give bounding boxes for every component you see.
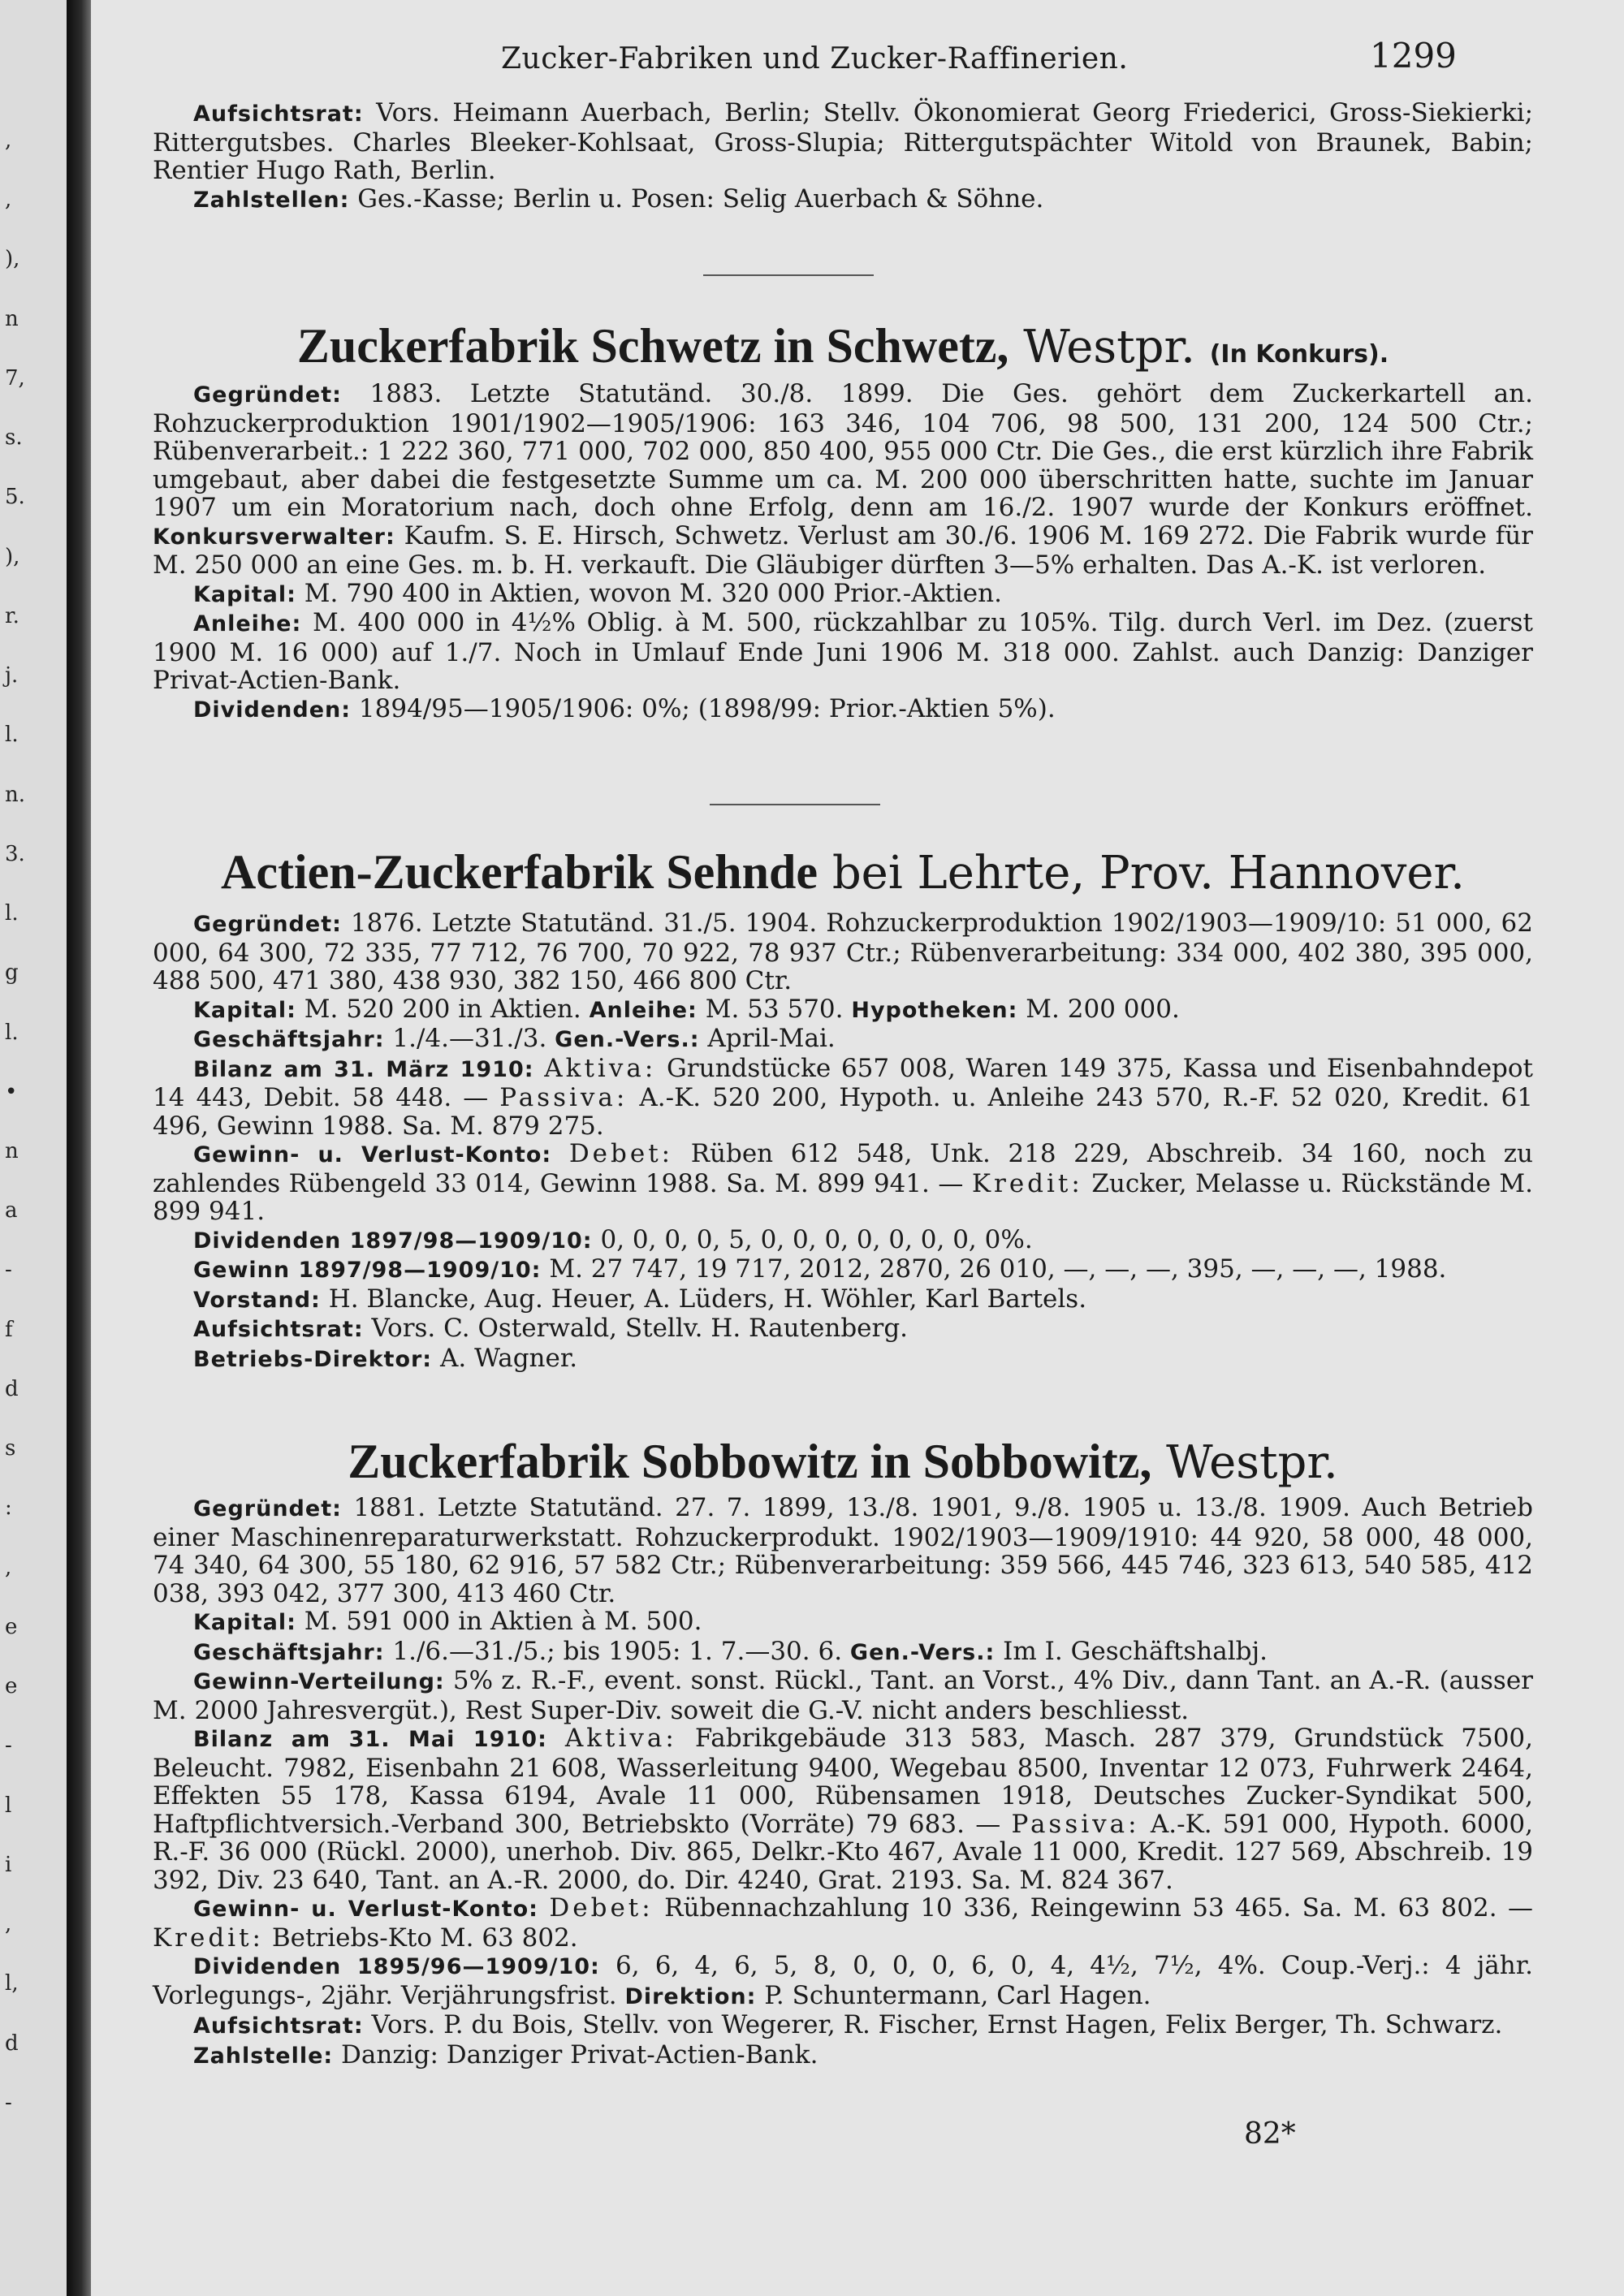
margin-fragment: r. [5, 604, 19, 628]
gen-vers-text: April-Mai. [707, 1024, 836, 1053]
label-gegruendet: Gegründet: [193, 382, 342, 408]
margin-fragment: l. [5, 1021, 19, 1045]
margin-fragment: : [5, 1495, 12, 1520]
margin-fragment: d [5, 2031, 19, 2056]
aufsichtsrat-text: Vors. Heimann Auerbach, Berlin; Stellv. Ökonomierat Georg Friederici, Gross-Siekierki; Rittergutsbes. Charles Bleeker-Kohlsaat, Gross-Slupia; Rittergutspächter Witold von Braunek, Babin; Rentier Hugo Rath, Berlin. [153, 98, 1534, 185]
dividenden-text: 1894/95—1905/1906: 0%; (1898/99: Prior.-Aktien 5%). [358, 693, 1056, 723]
passiva-text: A.-K. 591 000, Hypoth. 6000, R.-F. 36 000 (Rückl. 2000), unerhob. Div. 865, Delkr.-Kto 467, Avale 11 000, Kredit. 127 569, Abschreib. 19 392, Div. 23 640, Tant. an A.-R. 2000, do. Dir. 4240, Grat. 2193. Sa. M. 824 367. [153, 1809, 1533, 1895]
gegruendet-text: 1876. Letzte Statutänd. 31./5. 1904. Rohzuckerproduktion 1902/1903—1909/10: 51 000, 62 000, 64 300, 72 335, 77 712, 76 700, 70 922, 78 937 Ctr.; Rübenverarbeitung: 334 000, 402 380, 395 000, 488 500, 471 380, 438 930, 382 150, 466 800 Ctr. [153, 908, 1533, 995]
book-page [91, 0, 1624, 2296]
adjacent-page-strip [0, 0, 67, 2296]
title-main: Actien-Zuckerfabrik Sehnde [221, 845, 818, 899]
label-gewinn-verlust: Gewinn- u. Verlust-Konto: [193, 1142, 552, 1167]
aktiva-text: Fabrikgebäude 313 583, Masch. 287 379, Grundstück 7500, Beleucht. 7982, Eisenbahn 21 608, Wasserleitung 9400, Wegebau 8500, Inventar 12 073, Fuhrwerk 2464, Effekten 55 178, Kassa 6194, Avale 11 000, Rübensamen 1918, Deutsches Zucker-Syndikat 500, Haftpflichtversich.-Verband 300, Betriebskto (Vorräte) 79 683. — [153, 1724, 1533, 1839]
margin-fragment: , [5, 128, 12, 153]
label-geschaeftsjahr: Geschäftsjahr: [193, 1027, 385, 1052]
margin-fragment: - [5, 1258, 12, 1282]
passiva-label: Passiva: [499, 1083, 628, 1112]
label-gegruendet: Gegründet: [193, 912, 342, 937]
kapital-text: M. 591 000 in Aktien à M. 500. [304, 1607, 702, 1636]
dividenden-text: 0, 0, 0, 0, 5, 0, 0, 0, 0, 0, 0, 0, 0%. [600, 1224, 1033, 1254]
signature-mark: 82* [1244, 2117, 1296, 2151]
label-geschaeftsjahr: Geschäftsjahr: [193, 1639, 385, 1665]
anleihe-text: M. 400 000 in 4½% Oblig. à M. 500, rückzahlbar zu 105%. Tilg. durch Verl. im Dez. (zuerst 1900 M. 16 000) auf 1./7. Noch in Umlauf Ende Juni 1906 M. 318 000. Zahlst. auch Danzig: Danziger Privat-Actien-Bank. [153, 608, 1534, 695]
dividenden-text: 6, 6, 4, 6, 5, 8, 0, 0, 0, 6, 0, 4, 4½, 7½, 4%. Coup.-Verj.: 4 jähr. Vorlegungs-, 2jähr. Verjährungsfrist. [153, 1951, 1534, 2010]
debet-label: Debet: [549, 1893, 654, 1923]
margin-fragment: e [5, 1674, 18, 1698]
title-main: Zuckerfabrik Schwetz in Schwetz, [296, 319, 1009, 373]
geschaeftsjahr-text: 1./4.—31./3. [392, 1024, 547, 1053]
margin-fragment: n. [5, 783, 26, 807]
running-title: Zucker-Fabriken und Zucker-Raffinerien. [501, 42, 1129, 76]
book-gutter [67, 0, 91, 2296]
entry-body-sehnde [153, 909, 1533, 1374]
entry-continuation [153, 99, 1533, 214]
kapital-text: M. 520 200 in Aktien. [304, 994, 581, 1024]
section-divider [703, 274, 874, 276]
margin-fragment: ), [5, 545, 20, 569]
kredit-text: Zucker, Melasse u. Rückstände M. 899 941. [153, 1168, 1534, 1226]
kapital-text: M. 790 400 in Aktien, wovon M. 320 000 Prior.-Aktien. [304, 578, 1002, 608]
label-zahlstellen: Zahlstellen: [193, 187, 350, 213]
gewinn-text: M. 27 747, 19 717, 2012, 2870, 26 010, —, —, —, 395, —, —, —, 1988. [549, 1254, 1447, 1284]
label-anleihe: Anleihe: [193, 611, 302, 637]
debet-text: Rübennachzahlung 10 336, Reingewinn 53 465. Sa. M. 63 802. — [664, 1893, 1534, 1923]
zahlstellen-text: Ges.-Kasse; Berlin u. Posen: Selig Auerbach & Söhne. [357, 183, 1044, 214]
margin-fragment: g [5, 960, 19, 985]
title-place: Westpr. [1023, 321, 1195, 373]
label-hypotheken: Hypotheken: [851, 997, 1018, 1023]
label-betriebs-direktor: Betriebs-Direktor: [193, 1346, 433, 1372]
entry-title-sehnde [153, 844, 1533, 900]
label-zahlstelle: Zahlstelle: [193, 2043, 334, 2069]
label-dividenden: Dividenden 1895/96—1909/10: [193, 1954, 600, 1979]
kredit-text: Betriebs-Kto M. 63 802. [271, 1923, 578, 1953]
label-gegruendet: Gegründet: [193, 1496, 342, 1521]
page-number: 1299 [1370, 36, 1457, 76]
title-main: Zuckerfabrik Sobbowitz in Sobbowitz, [348, 1435, 1152, 1488]
label-kapital: Kapital: [193, 1610, 296, 1635]
margin-fragment: , [5, 1556, 12, 1580]
title-rest: bei Lehrte, Prov. Hannover. [831, 847, 1465, 900]
entry-title-schwetz [153, 318, 1533, 374]
label-konkursverwalter: Konkursverwalter: [153, 524, 395, 550]
label-vorstand: Vorstand: [193, 1287, 321, 1313]
anleihe-text: M. 53 570. [705, 994, 844, 1024]
label-aufsichtsrat: Aufsichtsrat: [193, 101, 364, 127]
gewinn-verteilung-text: 5% z. R.-F., event. sonst. Rückl., Tant. an Vorst., 4% Div., dann Tant. an A.-R. (ausser M. 2000 Jahresvergüt.), Rest Super-Div. soweit die G.-V. nicht anders beschliesst. [153, 1666, 1534, 1725]
gen-vers-text: Im I. Geschäftshalbj. [1003, 1636, 1268, 1666]
aufsichtsrat-text: Vors. P. du Bois, Stellv. von Wegerer, R. Fischer, Ernst Hagen, Felix Berger, Th. Schwarz. [371, 2010, 1503, 2039]
label-gewinn: Gewinn 1897/98—1909/10: [193, 1258, 542, 1283]
margin-fragment: ), [5, 247, 20, 271]
margin-fragment: e [5, 1615, 18, 1639]
margin-fragment: i [5, 1853, 12, 1877]
gegruendet-text: 1881. Letzte Statutänd. 27. 7. 1899, 13./8. 1901, 9./8. 1905 u. 13./8. 1909. Auch Betrieb einer Maschinenreparaturwerkstatt. Rohzuckerprodukt. 1902/1903—1909/1910: 44 920, 58 000, 48 000, 74 340, 64 300, 55 180, 62 916, 57 582 Ctr.; Rübenverarbeitung: 359 566, 445 746, 323 613, 540 585, 412 038, 393 042, 377 300, 413 460 Ctr. [153, 1493, 1533, 1608]
zahlstelle-text: Danzig: Danziger Privat-Actien-Bank. [341, 2039, 818, 2069]
aufsichtsrat-text: Vors. C. Osterwald, Stellv. H. Rautenberg. [371, 1314, 909, 1343]
margin-fragment: , [5, 1912, 12, 1936]
label-gen-vers: Gen.-Vers.: [849, 1639, 996, 1665]
label-bilanz: Bilanz am 31. Mai 1910: [193, 1727, 547, 1752]
margin-fragment: n [5, 307, 19, 331]
margin-fragment: l [5, 1793, 12, 1818]
margin-fragment: n [5, 1139, 19, 1163]
direktion-text: P. Schuntermann, Carl Hagen. [764, 1980, 1151, 2010]
passiva-label: Passiva: [1011, 1809, 1140, 1839]
label-aufsichtsrat: Aufsichtsrat: [193, 2013, 364, 2039]
margin-fragment: a [5, 1198, 18, 1223]
label-gewinn-verteilung: Gewinn-Verteilung: [193, 1669, 445, 1694]
aktiva-label: Aktiva: [564, 1724, 677, 1753]
passiva-text: A.-K. 520 200, Hypoth. u. Anleihe 243 570, R.-F. 52 020, Kredit. 61 496, Gewinn 1988. Sa. M. 879 275. [153, 1083, 1534, 1141]
entry-body-schwetz [153, 380, 1533, 724]
betriebs-direktor-text: A. Wagner. [439, 1343, 578, 1373]
title-note: (In Konkurs). [1209, 340, 1389, 369]
vorstand-text: H. Blancke, Aug. Heuer, A. Lüders, H. Wöhler, Karl Bartels. [328, 1284, 1087, 1314]
entry-body-sobbowitz [153, 1494, 1533, 2070]
debet-label: Debet: [568, 1139, 674, 1168]
label-gewinn-verlust: Gewinn- u. Verlust-Konto: [193, 1897, 538, 1922]
margin-fragment: f [5, 1318, 13, 1342]
label-kapital: Kapital: [193, 997, 296, 1023]
kredit-label: Kredit: [153, 1923, 264, 1953]
margin-fragment: 7, [5, 366, 25, 391]
hypotheken-text: M. 200 000. [1026, 994, 1180, 1024]
konkursverwalter-text: Kaufm. S. E. Hirsch, Schwetz. Verlust am 30./6. 1906 M. 169 272. Die Fabrik wurde für M. 250 000 an eine Ges. m. b. H. verkauft. Die Gläubiger dürften 3—5% erhalten. Das A.-K. ist verloren. [153, 520, 1533, 580]
margin-fragment: • [5, 1080, 18, 1104]
title-place: Westpr. [1166, 1436, 1338, 1489]
label-dividenden: Dividenden: [193, 697, 352, 723]
margin-fragment: l. [5, 723, 19, 747]
label-aufsichtsrat: Aufsichtsrat: [193, 1317, 364, 1342]
gegruendet-text: 1883. Letzte Statutänd. 30./8. 1899. Die Ges. gehört dem Zuckerkartell an. Rohzuckerproduktion 1901/1902—1905/1906: 163 346, 104 706, 98 500, 131 200, 124 500 Ctr.; Rübenverarbeit.: 1 222 360, 771 000, 702 000, 850 400, 955 000 Ctr. Die Ges., die erst kürzlich ihre Fabrik umgebaut, aber dabei die festgesetzte Summe um ca. M. 200 000 überschritten hatte, suchte im Januar 1907 um ein Moratorium nach, doch ohne Erfolg, denn am 16./2. 1907 wurde der Konkurs eröffnet. [153, 379, 1533, 522]
geschaeftsjahr-text: 1./6.—31./5.; bis 1905: 1. 7.—30. 6. [392, 1636, 843, 1666]
label-direktion: Direktion: [624, 1983, 757, 2009]
entry-title-sobbowitz [153, 1434, 1533, 1490]
section-divider [710, 804, 880, 805]
label-bilanz: Bilanz am 31. März 1910: [193, 1056, 534, 1082]
aktiva-label: Aktiva: [544, 1053, 657, 1083]
margin-fragment: , [5, 188, 12, 212]
margin-fragment: d [5, 1377, 19, 1401]
margin-fragment: s [5, 1436, 16, 1461]
margin-fragment: s. [5, 425, 23, 450]
aktiva-text: Grundstücke 657 008, Waren 149 375, Kassa und Eisenbahndepot 14 443, Debit. 58 448. — [153, 1053, 1534, 1112]
margin-fragment: - [5, 2091, 12, 2115]
margin-fragment: - [5, 1733, 12, 1758]
margin-fragment: 5. [5, 485, 25, 509]
label-anleihe: Anleihe: [589, 997, 698, 1023]
debet-text: Rüben 612 548, Unk. 218 229, Abschreib. 34 160, noch zu zahlendes Rübengeld 33 014, Gewinn 1988. Sa. M. 899 941. — [153, 1139, 1533, 1198]
margin-fragment: l, [5, 1971, 19, 1996]
margin-fragment: 3. [5, 842, 25, 866]
kredit-label: Kredit: [971, 1168, 1083, 1198]
margin-fragment: l. [5, 901, 19, 926]
label-gen-vers: Gen.-Vers.: [555, 1027, 700, 1052]
margin-fragment: j. [5, 663, 19, 688]
label-kapital: Kapital: [193, 581, 296, 607]
label-dividenden: Dividenden 1897/98—1909/10: [193, 1228, 593, 1254]
